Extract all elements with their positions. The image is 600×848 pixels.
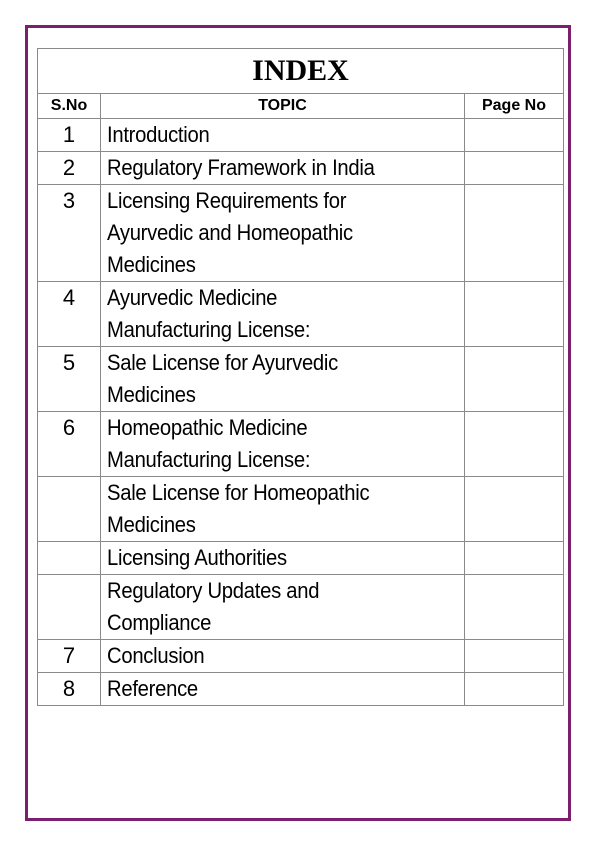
table-row (38, 575, 564, 640)
topic-cell (101, 640, 465, 673)
topic-cell (101, 119, 465, 152)
sno-cell: 2 (38, 152, 101, 185)
table-row (38, 542, 564, 575)
page-no-cell (465, 575, 564, 640)
page-no-cell (465, 119, 564, 152)
table-row (38, 347, 564, 412)
topic-cell (101, 673, 465, 706)
page-title: INDEX (38, 49, 564, 94)
sno-cell: 1 (38, 119, 101, 152)
sno-cell: 5 (38, 347, 101, 412)
page-no-cell (465, 152, 564, 185)
topic-text: Ayurvedic Medicine Manufacturing License: (107, 285, 311, 342)
page-no-cell (465, 185, 564, 282)
table-row (38, 152, 564, 185)
topic-cell (101, 412, 465, 477)
topic-text: Regulatory Updates and Compliance (107, 578, 320, 635)
table-row (38, 119, 564, 152)
topic-cell (101, 575, 465, 640)
table-row (38, 412, 564, 477)
header-topic: TOPIC (101, 94, 465, 119)
title-row (38, 49, 564, 94)
table-row (38, 673, 564, 706)
table-row (38, 477, 564, 542)
index-table (37, 48, 564, 706)
page-no-cell (465, 282, 564, 347)
sno-cell (38, 575, 101, 640)
sno-cell: 4 (38, 282, 101, 347)
topic-text: Introduction (107, 122, 210, 147)
topic-text: Homeopathic Medicine Manufacturing License: (107, 415, 311, 472)
sno-cell: 8 (38, 673, 101, 706)
page-no-cell (465, 477, 564, 542)
topic-text: Licensing Requirements for Ayurvedic and Homeopathic Medicines (107, 188, 353, 277)
header-sno: S.No (38, 94, 101, 119)
topic-cell (101, 152, 465, 185)
sno-cell: 3 (38, 185, 101, 282)
topic-cell (101, 347, 465, 412)
topic-cell (101, 542, 465, 575)
sno-cell (38, 542, 101, 575)
topic-text: Conclusion (107, 643, 205, 668)
topic-cell (101, 185, 465, 282)
table-row (38, 282, 564, 347)
topic-text: Licensing Authorities (107, 545, 287, 570)
topic-text: Regulatory Framework in India (107, 155, 375, 180)
index-rows (38, 119, 564, 706)
sno-cell: 7 (38, 640, 101, 673)
topic-text: Sale License for Homeopathic Medicines (107, 480, 370, 537)
table-row (38, 640, 564, 673)
page-no-cell (465, 412, 564, 477)
topic-cell (101, 477, 465, 542)
sno-cell: 6 (38, 412, 101, 477)
page-no-cell (465, 542, 564, 575)
header-page-no: Page No (465, 94, 564, 119)
header-row (38, 94, 564, 119)
page-no-cell (465, 673, 564, 706)
sno-cell (38, 477, 101, 542)
topic-text: Sale License for Ayurvedic Medicines (107, 350, 338, 407)
page-no-cell (465, 347, 564, 412)
topic-text: Reference (107, 676, 198, 701)
page-no-cell (465, 640, 564, 673)
table-row (38, 185, 564, 282)
topic-cell (101, 282, 465, 347)
